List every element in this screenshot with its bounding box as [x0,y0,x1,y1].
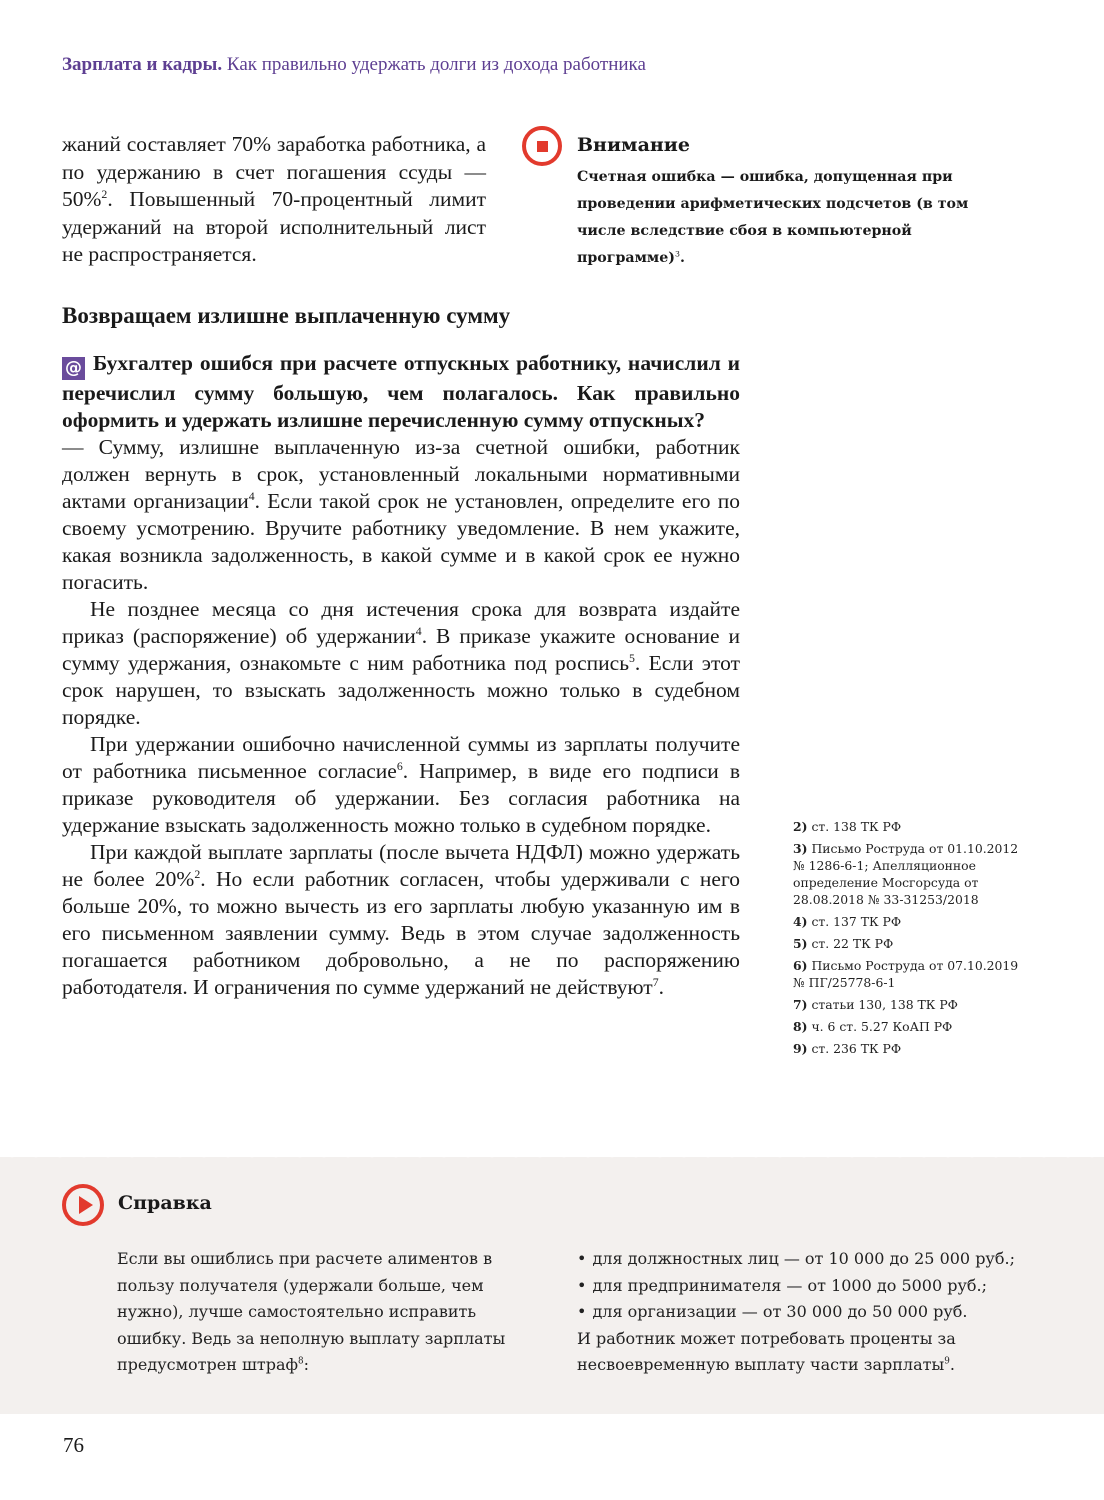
attention-title: Внимание [577,134,690,156]
running-head-section: Зарплата и кадры. [62,54,223,75]
footnote: 9) ст. 236 ТК РФ [793,1041,902,1056]
list-item: • для организации — от 30 000 до 50 000 руб. [577,1299,1037,1326]
footnote: 4) ст. 137 ТК РФ [793,914,902,929]
running-head [62,54,646,76]
reference-box [0,1157,1104,1414]
footnote: 2) ст. 138 ТК РФ [793,819,902,834]
play-icon [62,1184,104,1226]
footnote: 7) статьи 130, 138 ТК РФ [793,997,958,1012]
attention-body: Счетная ошибка — ошибка, допущенная при проведении арифметических подсчетов (в том числе вследствие сбоя в компьютерной программе)$^3$. [577,169,969,266]
answer-paragraph-3: При удержании ошибочно начисленной суммы из зарплаты получите от работника письменное согласие$^6$. Например, в виде его подписи в приказе руководителя об удержании. Без согласия работника на удержание взыскать задолженность можно только в судебном порядке. [62,732,740,837]
main-column [62,350,740,1001]
question: @ Бухгалтер ошибся при расчете отпускных работнику, начислил и перечислил сумму большую, чем полагалось. Как правильно оформить и удержать излишне перечисленную сумму отпускных? [62,351,740,432]
reference-right-text [577,1246,1037,1379]
intro-text: жаний составляет 70% заработка работника, а по удержанию в счет погашения ссуды — 50%$^2$. Повышенный 70-процентный лимит удержаний на второй исполнительный лист не распространяется. [62,132,486,266]
answer-paragraph-2: Не позднее месяца со дня истечения срока для возврата издайте приказ (распоряжение) об удержании$^4$. В приказе укажите основание и сумму удержания, ознакомьте с ним работника под роспись$^5$. Если этот срок нарушен, то взыскать задолженность можно только в судебном порядке. [62,597,740,729]
footnote: 6) Письмо Роструда от 07.10.2019 № ПГ/25778-6-1 [793,958,1019,990]
reference-closing: И работник может потребовать проценты за несвоевременную выплату части зарплаты$^9$. [577,1328,956,1374]
list-item: • для предпринимателя — от 1000 до 5000 руб.; [577,1273,1037,1300]
reference-title: Справка [118,1192,212,1214]
running-head-title: Как правильно удержать долги из дохода работника [226,54,646,75]
footnotes [793,818,1033,1062]
fine-list [577,1246,1037,1326]
reference-left-text: Если вы ошиблись при расчете алиментов в пользу получателя (удержали больше, чем нужно), лучше самостоятельно исправить ошибку. Ведь за неполную выплату зарплаты предусмотрен штраф$^8$: [117,1249,506,1374]
section-title: Возвращаем излишне выплаченную сумму [62,303,511,328]
answer-paragraph-1: — Сумму, излишне выплаченную из-за счетной ошибки, работник должен вернуть в срок, установленный локальными нормативными актами организации$^4$. Если такой срок не установлен, определите его по своему усмотрению. Вручите работнику уведомление. В нем укажите, какая возникла задолженность, в какой сумме и в какой срок ее нужно погасить. [62,435,741,594]
list-item: • для должностных лиц — от 10 000 до 25 000 руб.; [577,1246,1037,1273]
footnote: 8) ч. 6 ст. 5.27 КоАП РФ [793,1019,953,1034]
footnote-ref: 2 [101,186,108,201]
answer-paragraph-4: При каждой выплате зарплаты (после вычета НДФЛ) можно удержать не более 20%$^2$. Но если работник согласен, чтобы удерживали с него больше 20%, то можно вычесть из его зарплаты любую указанную им в его письменном заявлении сумму. Ведь в этом случае задолженность погашается работником добровольно, а не по распоряжению работодателя. И ограничения по сумме удержаний не действуют$^7$. [62,840,740,999]
footnote: 5) ст. 22 ТК РФ [793,936,894,951]
footnote-ref: 3 [674,249,680,259]
wavy-divider [0,1151,1104,1159]
footnote: 3) Письмо Роструда от 01.10.2012 № 1286-6-1; Апелляционное определение Мосгорсуда от 28.08.2018 № 33-31253/2018 [793,841,1019,907]
stop-icon [522,126,562,166]
at-icon: @ [62,357,85,380]
page-number: 76 [63,1433,84,1457]
